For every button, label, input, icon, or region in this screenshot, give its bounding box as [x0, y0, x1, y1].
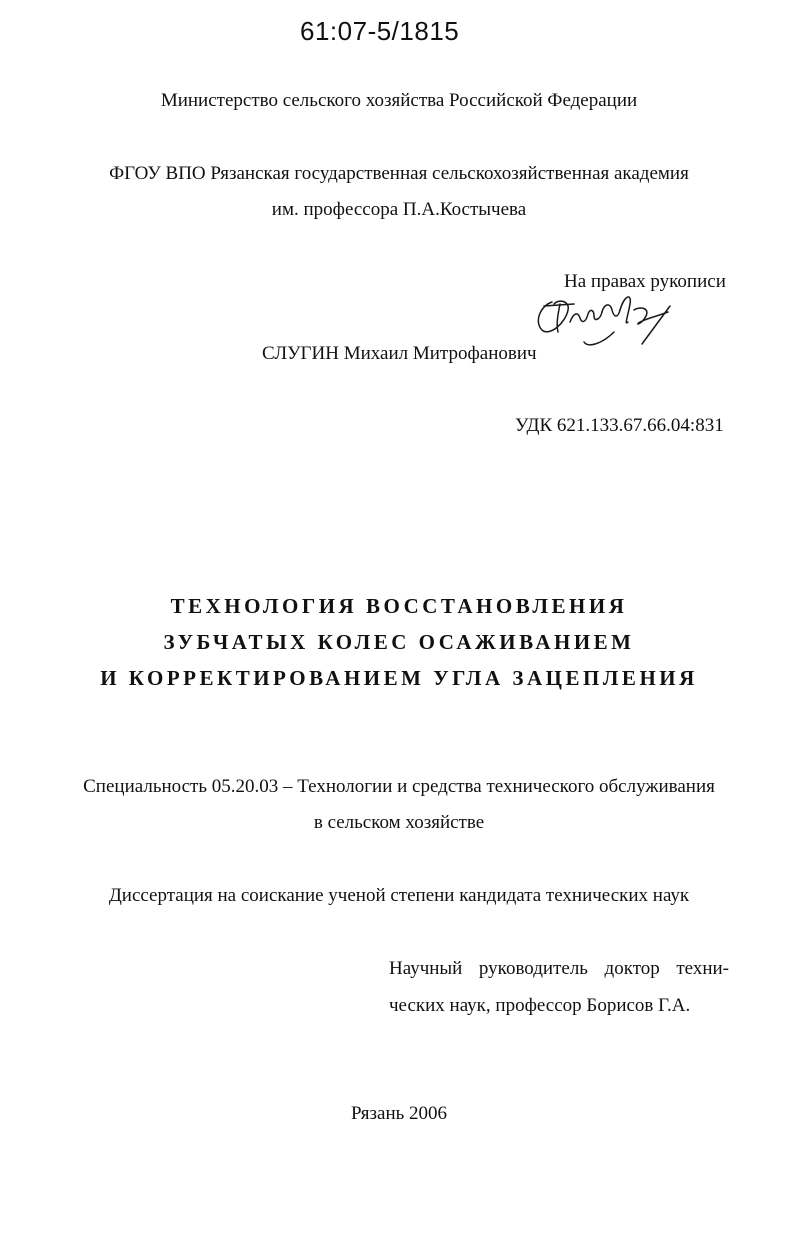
- specialty-line-2: в сельском хозяйстве: [313, 812, 485, 833]
- archive-code-stamp: 61:07-5/1815: [300, 16, 460, 46]
- place-and-year: Рязань 2006: [350, 1103, 448, 1124]
- specialty-line-1: Специальность 05.20.03 – Технологии и средства технического обслуживания: [83, 776, 715, 797]
- title-line-2: ЗУБЧАТЫХ КОЛЕС ОСАЖИВАНИЕМ: [163, 630, 635, 654]
- manuscript-note: На правах рукописи: [564, 271, 726, 292]
- supervisor-line-2: ческих наук, профессор Борисов Г.А.: [389, 995, 691, 1016]
- supervisor-line-1: Научный руководитель доктор техни-: [389, 958, 729, 979]
- title-line-1: ТЕХНОЛОГИЯ ВОССТАНОВЛЕНИЯ: [170, 594, 628, 618]
- handwritten-signature: [530, 282, 680, 354]
- degree-line: Диссертация на соискание ученой степени кандидата технических наук: [108, 885, 690, 906]
- institution-line-2: им. профессора П.А.Костычева: [271, 199, 527, 220]
- ministry-line: Министерство сельского хозяйства Российской Федерации: [160, 90, 638, 111]
- udc-code: УДК 621.133.67.66.04:831: [515, 415, 724, 436]
- title-line-3: И КОРРЕКТИРОВАНИЕМ УГЛА ЗАЦЕПЛЕНИЯ: [100, 666, 698, 690]
- author-name: СЛУГИН Михаил Митрофанович: [262, 343, 537, 364]
- institution-line-1: ФГОУ ВПО Рязанская государственная сельскохозяйственная академия: [109, 163, 689, 184]
